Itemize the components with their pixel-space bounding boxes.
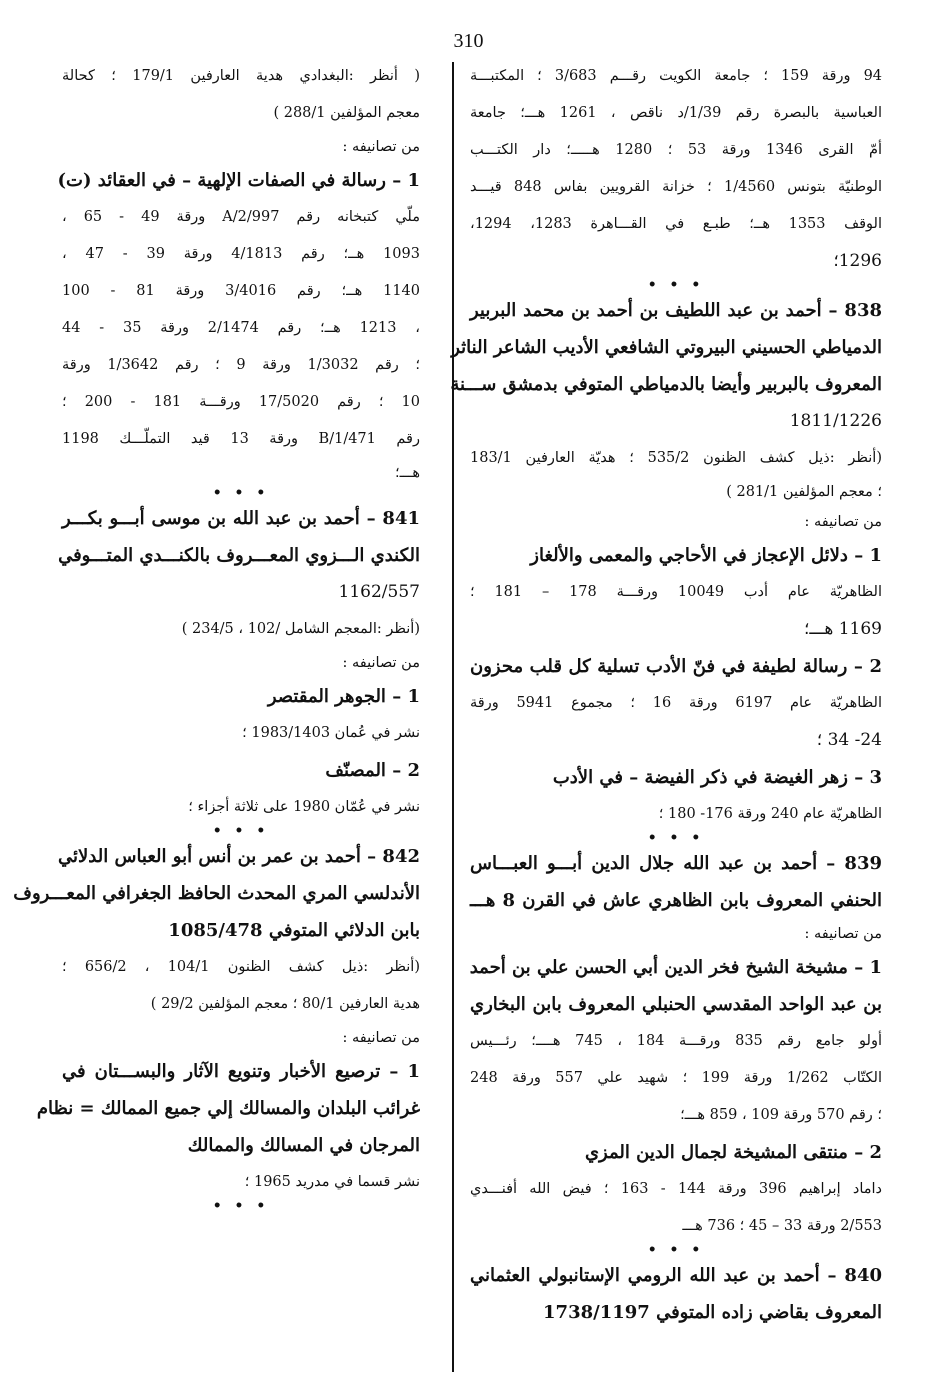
text-line: 1140 هــ؛ رقم 3/4016 ورقة 81 - 100 bbox=[62, 283, 420, 299]
text-line: 2/553 ورقة 33 – 45 ؛ 736 هـــ bbox=[682, 1218, 882, 1234]
text-line: المرجان في المسالك والممالك bbox=[187, 1135, 420, 1156]
text-line: الظاهريّة عام 6197 ورقة 16 ؛ مجموع 5941 ورقة bbox=[470, 695, 883, 711]
text-line: 840 – أحمد بن عبد الله الرومي الإستانبولي العثماني bbox=[470, 1265, 882, 1286]
text-line: بابن الدلائي المتوفي 1085/478 bbox=[168, 920, 420, 941]
text-line: الأندلسي المري المحدث الحافظ الجغرافي المعـــروف bbox=[13, 883, 420, 904]
text-line: الظاهريّة عام 240 ورقة 176- 180 ؛ bbox=[658, 806, 882, 822]
text-line: بن عبد الواحد المقدسي الحنبلي المعروف بابن البخاري bbox=[470, 994, 882, 1015]
text-line: من تصانيفه : bbox=[804, 926, 882, 942]
text-line: الوقف 1353 هــ؛ طبـع في القـــاهرة 1283، 1294، bbox=[470, 216, 882, 232]
text-line: ( أنظر :البغدادي هدية العارفين 179/1 ؛ كحالة bbox=[62, 68, 420, 84]
text-line: 2 – المصنّف bbox=[325, 760, 420, 781]
text-line: 2 – منتقى المشيخة لجمال الدين المزي bbox=[584, 1142, 882, 1163]
text-line: (أنظر :المعجم الشامل /102 ، 234/5 ) bbox=[181, 621, 420, 637]
text-line: المعروف بقاضي زاده المتوفي 1738/1197 bbox=[543, 1302, 882, 1323]
entry-separator: • • • bbox=[647, 830, 705, 846]
text-line: 1 – ترصيع الأخبار وتنويع الآثار والبســـتان في bbox=[62, 1061, 420, 1082]
entry-separator: • • • bbox=[212, 1198, 270, 1214]
text-line: نشر في عُمّان 1980 على ثلاثة أجزاء ؛ bbox=[188, 799, 420, 815]
text-line: 24- 34 ؛ bbox=[816, 730, 882, 750]
right-column bbox=[450, 58, 883, 1331]
text-line: أولو جامع رقم 835 ورقـــة 184 ، 745 هــــ؛ رئـــيس bbox=[470, 1033, 882, 1049]
text-line: الحنفي المعروف بابن الظاهري عاش في القرن 8 هـــ bbox=[470, 890, 882, 911]
text-line: أمّ القرى 1346 ورقة 53 ؛ 1280 هـــــ؛ دار الكتـــب bbox=[470, 142, 883, 158]
column-divider bbox=[452, 62, 454, 1372]
text-line: 2 – رسالة لطيفة في فنّ الأدب تسلية كل قلب محزون bbox=[470, 656, 882, 677]
text-line: العباسية بالبصرة رقم 1/39/د ناقص ، 1261 هـــ؛ جامعة bbox=[470, 105, 882, 121]
text-line: (أنظر :ذيل كشف الظنون 535/2 ؛ هديّة العارفين 183/1 bbox=[470, 450, 882, 466]
text-line: 841 – أحمد بن عبد الله بن موسى أبـــو بكـــر bbox=[62, 508, 420, 529]
text-line: 1 – الجوهر المقتصر bbox=[267, 686, 420, 707]
entry-separator: • • • bbox=[647, 1242, 705, 1258]
text-line: 94 ورقة 159 ؛ جامعة الكويت رقـــم 3/683 ؛ المكتبـــة bbox=[470, 68, 883, 84]
text-line: الكندي الـــزوي المعـــروف بالكنـــدي المتـــوفي bbox=[58, 545, 420, 566]
text-line: 1 – مشيخة الشيخ فخر الدين أبي الحسن علي بن أحمد bbox=[469, 957, 882, 978]
text-line: 1811/1226 bbox=[789, 411, 882, 431]
text-line: 842 – أحمد بن عمر بن أنس أبو العباس الدلائي bbox=[58, 846, 420, 867]
text-line: الوطنيّة بتونس 1/4560 ؛ خزانة القرويين بفاس 848 قيـــد bbox=[470, 179, 882, 195]
text-line: ؛ معجم المؤلفين 281/1 ) bbox=[726, 484, 882, 500]
entry-separator: • • • bbox=[212, 485, 270, 501]
text-line: من تصانيفه : bbox=[342, 655, 420, 671]
entry-separator: • • • bbox=[212, 823, 270, 839]
entry-separator: • • • bbox=[647, 277, 705, 293]
text-line: الظاهريّة عام أدب 10049 ورقـــة 178 – 181 ؛ bbox=[470, 584, 882, 600]
text-line: هـــ؛ bbox=[395, 465, 420, 481]
text-line: هدية العارفين 80/1 ؛ معجم المؤلفين 29/2 ) bbox=[150, 996, 420, 1012]
text-line: المعروف بالبربير وأيضا بالدمياطي المتوفي بدمشق ســـنة bbox=[450, 374, 882, 395]
text-line: نشر قسما في مدريد 1965 ؛ bbox=[244, 1174, 420, 1190]
text-line: معجم المؤلفين 288/1 ) bbox=[273, 105, 420, 121]
text-line: 1093 هــ؛ رقم 4/1813 ورقة 39 - 47 ، bbox=[62, 246, 420, 262]
text-line: داماد إبراهيم 396 ورقة 144 - 163 ؛ فيض الله أفنـــدي bbox=[470, 1181, 882, 1197]
text-line: نشر في عُمان 1983/1403 ؛ bbox=[242, 725, 420, 741]
text-line: من تصانيفه : bbox=[804, 514, 882, 530]
page-number: 310 bbox=[453, 30, 484, 52]
text-line: رقم 1/471/B ورقة 13 قيد التملّـــك 1198 bbox=[62, 431, 420, 447]
text-line: 10 ؛ رقم 17/5020 ورقـــة 181 - 200 ؛ bbox=[62, 394, 420, 410]
text-line: الكتّاب 1/262 ورقة 199 ؛ شهيد علي 557 ورقة 248 bbox=[470, 1070, 882, 1086]
text-line: 1169 هـــ؛ bbox=[804, 619, 882, 639]
text-line: ؛ رقم 570 ورقة 109 ، 859 هـــ؛ bbox=[680, 1107, 882, 1123]
text-line: ، 1213 هــ؛ رقم 2/1474 ورقة 35 - 44 bbox=[62, 320, 420, 336]
text-line: غرائب البلدان والمسالك إلي جميع الممالك = نظام bbox=[36, 1098, 420, 1119]
text-line: ؛ رقم 1/3032 ورقة 9 ؛ رقم 1/3642 ورقة bbox=[62, 357, 420, 373]
text-line: 1 – رسالة في الصفات الإلهية – في العقائد (ت) bbox=[57, 170, 420, 191]
left-column bbox=[13, 58, 420, 1214]
text-line: 839 – أحمد بن عبد الله جلال الدين أبـــو العبـــاس bbox=[470, 853, 882, 874]
text-line: من تصانيفه : bbox=[342, 139, 420, 155]
text-line: 1 – دلائل الإعجاز في الأحاجي والمعمى والألغاز bbox=[530, 545, 882, 566]
text-line: ملّي كتبخانه رقم 2/997/A ورقة 49 - 65 ، bbox=[62, 209, 420, 225]
text-line: 1296؛ bbox=[833, 251, 882, 271]
text-line: 3 – زهر الغيضة في ذكر الفيضة – في الأدب bbox=[552, 767, 882, 788]
text-line: 838 – أحمد بن عبد اللطيف بن أحمد بن محمد البربير bbox=[470, 300, 882, 321]
text-line: (أنظر :ذيل كشف الظنون 104/1 ، 656/2 ؛ bbox=[62, 959, 420, 975]
text-line: الدمياطي الحسيني البيروتي الشافعي الأديب الشاعر الناثر bbox=[451, 337, 882, 358]
text-line: 1162/557 bbox=[338, 582, 420, 602]
text-line: من تصانيفه : bbox=[342, 1030, 420, 1046]
